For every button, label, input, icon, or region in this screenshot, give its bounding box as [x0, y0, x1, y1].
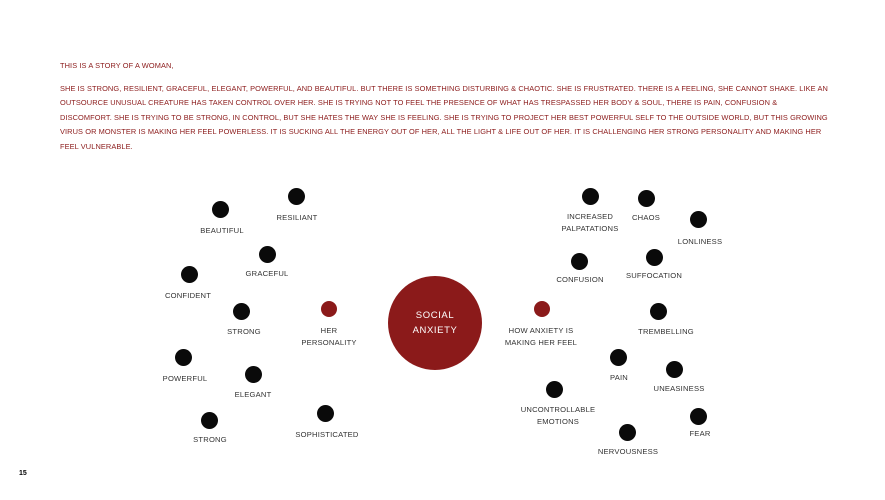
- feeling-label: LONLINESS: [677, 237, 723, 246]
- feeling-dot: [610, 349, 627, 366]
- trait-dot: [175, 349, 192, 366]
- feeling-label: SUFFOCATION: [625, 271, 683, 280]
- trait-label: POWERFUL: [162, 374, 208, 383]
- feeling-label: TREMBELLING: [638, 327, 694, 336]
- intro-body: SHE IS STRONG, RESILIENT, GRACEFUL, ELEGANT, POWERFUL, AND BEAUTIFUL. BUT THERE IS SOMETHING DISTURBING & CHAOTIC. SHE IS FRUSTRATED. THERE IS A FEELING, SHE CANNOT SHAKE. LIKE AN OUTSOURCE UNUSUAL CREATURE HAS TAKEN CONTROL OVER HER. SHE IS TRYING NOT TO FEEL THE PRESENCE OF WHAT HAS TRESPASSED HER BODY & SOUL, THERE IS PAIN, CONFUSION & DISCOMFORT. SHE IS TRYING TO BE STRONG, IN CONTROL, BUT SHE HATES THE WAY SHE IS FEELING. SHE IS TRYING TO PROJECT HER BEST POWERFUL SELF TO THE OUTSIDE WORLD, BUT THIS GROWING VIRUS OR MONSTER IS MAKING HER FEEL POWERLESS. IT IS SUCKING ALL THE ENERGY OUT OF HER, ALL THE LIGHT & LIFE OUT OF HER. IT IS CHALLENGING HER STRONG PERSONALITY AND MAKING HER FEEL VULNERABLE.: [60, 83, 828, 151]
- personality-hub-dot: [321, 301, 337, 317]
- feeling-dot: [690, 211, 707, 228]
- feeling-dot: [666, 361, 683, 378]
- personality-hub-label: HER PERSONALITY: [301, 326, 357, 347]
- feelings-hub-dot: [534, 301, 550, 317]
- feeling-dot: [638, 190, 655, 207]
- feelings-hub-label: HOW ANXIETY IS MAKING HER FEEL: [504, 326, 578, 347]
- feeling-dot: [582, 188, 599, 205]
- intro-text: [60, 59, 830, 154]
- trait-label: GRACEFUL: [245, 269, 289, 278]
- trait-dot: [317, 405, 334, 422]
- trait-label: STRONG: [227, 327, 261, 336]
- feeling-label: UNEASINESS: [653, 384, 705, 393]
- intro-lead: THIS IS A STORY OF A WOMAN,: [60, 61, 174, 70]
- page-number: 15: [19, 470, 27, 477]
- feeling-dot: [546, 381, 563, 398]
- trait-label: SOPHISTICATED: [295, 430, 359, 439]
- trait-label: RESILIANT: [276, 213, 318, 222]
- trait-dot: [288, 188, 305, 205]
- trait-label: STRONG: [193, 435, 227, 444]
- trait-label: ELEGANT: [234, 390, 272, 399]
- social-anxiety-label: SOCIAL ANXIETY: [412, 310, 458, 336]
- feeling-label: UNCONTROLLABLE EMOTIONS: [520, 405, 596, 426]
- trait-label: CONFIDENT: [164, 291, 212, 300]
- feeling-label: NERVOUSNESS: [597, 447, 659, 456]
- trait-dot: [259, 246, 276, 263]
- feeling-label: PAIN: [610, 373, 628, 382]
- trait-label: BEAUTIFUL: [200, 226, 244, 235]
- feeling-dot: [650, 303, 667, 320]
- feeling-label: INCREASED PALPATATIONS: [561, 212, 619, 233]
- trait-dot: [181, 266, 198, 283]
- social-anxiety-circle: [388, 276, 482, 370]
- feeling-dot: [571, 253, 588, 270]
- feeling-label: CONFUSION: [556, 275, 604, 284]
- trait-dot: [233, 303, 250, 320]
- trait-dot: [212, 201, 229, 218]
- feeling-dot: [646, 249, 663, 266]
- feeling-label: CHAOS: [631, 213, 661, 222]
- feeling-label: FEAR: [689, 429, 711, 438]
- trait-dot: [201, 412, 218, 429]
- feeling-dot: [690, 408, 707, 425]
- trait-dot: [245, 366, 262, 383]
- feeling-dot: [619, 424, 636, 441]
